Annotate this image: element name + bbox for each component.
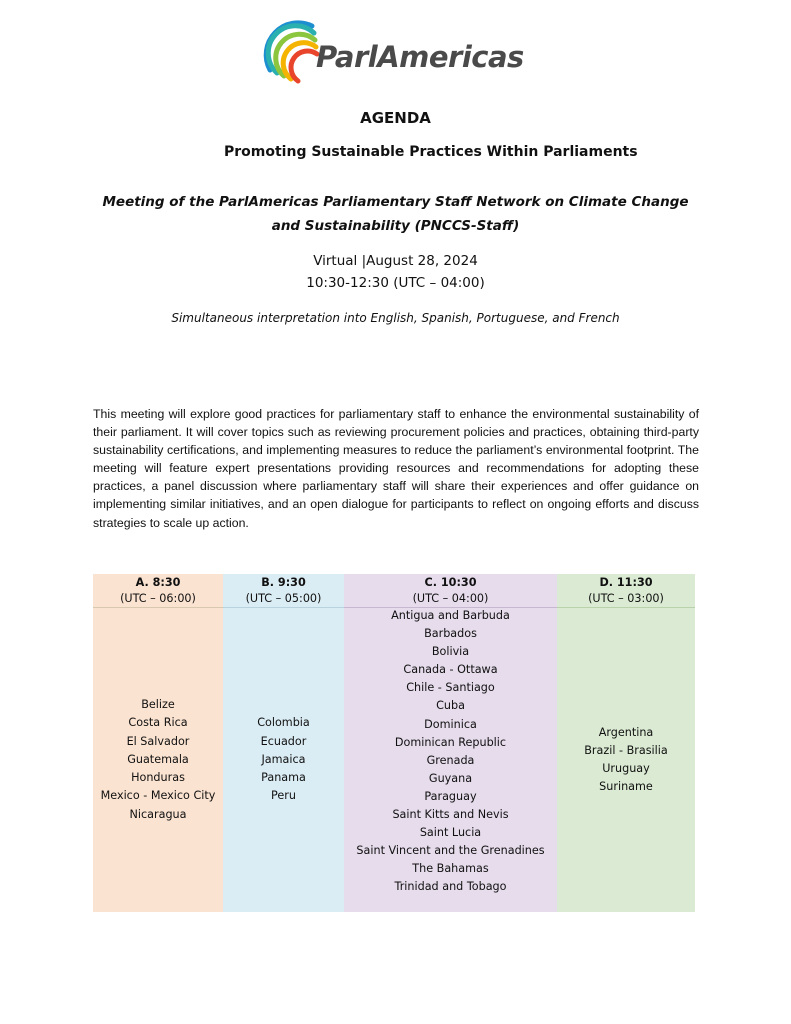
country-item: Jamaica [261,752,306,766]
column-utc: (UTC – 06:00) [120,592,196,605]
country-item: Trinidad and Tobago [394,880,507,894]
country-item: Ecuador [260,734,307,748]
column-header [344,574,557,608]
column-label: B. 9:30 [261,576,306,589]
country-item: Suriname [599,780,653,794]
column-header [223,574,344,608]
timezone-column-a [93,574,223,912]
country-item: Uruguay [602,762,650,775]
column-header [557,574,695,608]
logo-text: ParlAmericas [316,40,524,74]
date-line: Virtual |August 28, 2024 [313,253,478,269]
date-block [0,250,791,294]
country-item: Costa Rica [128,716,188,730]
country-item: Grenada [426,753,475,767]
country-item: El Salvador [126,734,190,748]
country-item: Saint Kitts and Nevis [392,808,509,822]
country-item: Guatemala [127,752,189,766]
country-item: Mexico - Mexico City [100,789,216,803]
meeting-subtitle: Meeting of the ParlAmericas Parliamentary Staff Network on Climate Change and Sustainability (PNCCS-Staff) [102,194,689,234]
timezone-table [93,574,695,912]
country-item: Brazil - Brasilia [584,743,668,757]
country-item: Paraguay [424,789,477,803]
column-label: D. 11:30 [599,576,653,589]
meeting-description: This meeting will explore good practices for parliamentary staff to enhance the environmental sustainability of their parliament. It will cover topics such as reviewing procurement policies and practices, obtaining third-party sustainability certifications, and implementing measures to reduce the parliament’s environmental footprint. The meeting will feature expert presentations providing resources and recommendations for adopting these practices, a panel discussion where parliamentary staff will share their experiences and offer guidance on implementing similar initiatives, and an open dialogue for participants to reflect on ongoing efforts and discuss strategies to scale up action. [93,407,699,530]
country-item: Chile - Santiago [406,681,495,695]
country-item: Saint Lucia [419,826,482,840]
country-item: The Bahamas [412,862,489,876]
country-item: Peru [271,789,296,803]
country-item: Bolivia [431,645,470,659]
country-item: Antigua and Barbuda [391,609,510,622]
timezone-column-b [223,574,344,912]
country-item: Honduras [131,771,185,785]
column-utc: (UTC – 05:00) [245,592,322,605]
country-list [93,608,223,912]
meeting-title: Promoting Sustainable Practices Within Parliaments [224,144,638,160]
country-item: Dominican Republic [394,735,507,749]
parlamericas-logo [262,18,524,90]
country-item: Saint Vincent and the Grenadines [356,844,545,858]
time-line: 10:30-12:30 (UTC – 04:00) [306,275,485,291]
country-item: Panama [261,771,306,785]
column-label: A. 8:30 [135,576,181,589]
country-item: Dominica [424,717,477,731]
timezone-column-d [557,574,695,912]
country-list [223,608,344,912]
country-item: Colombia [257,716,310,730]
column-utc: (UTC – 04:00) [412,592,489,605]
country-item: Nicaragua [129,807,187,821]
country-list [344,607,557,912]
agenda-heading: AGENDA [360,109,431,127]
country-list [557,608,695,912]
country-item: Canada - Ottawa [403,663,498,677]
interpretation-note: Simultaneous interpretation into English, Spanish, Portuguese, and French [171,311,620,325]
column-header [93,574,223,608]
country-item: Barbados [424,627,477,641]
timezone-column-c [344,574,557,912]
country-item: Argentina [598,725,654,739]
column-utc: (UTC – 03:00) [588,592,664,605]
column-label: C. 10:30 [424,576,477,589]
country-item: Cuba [436,699,465,713]
country-item: Guyana [428,771,473,785]
country-item: Belize [141,698,175,712]
